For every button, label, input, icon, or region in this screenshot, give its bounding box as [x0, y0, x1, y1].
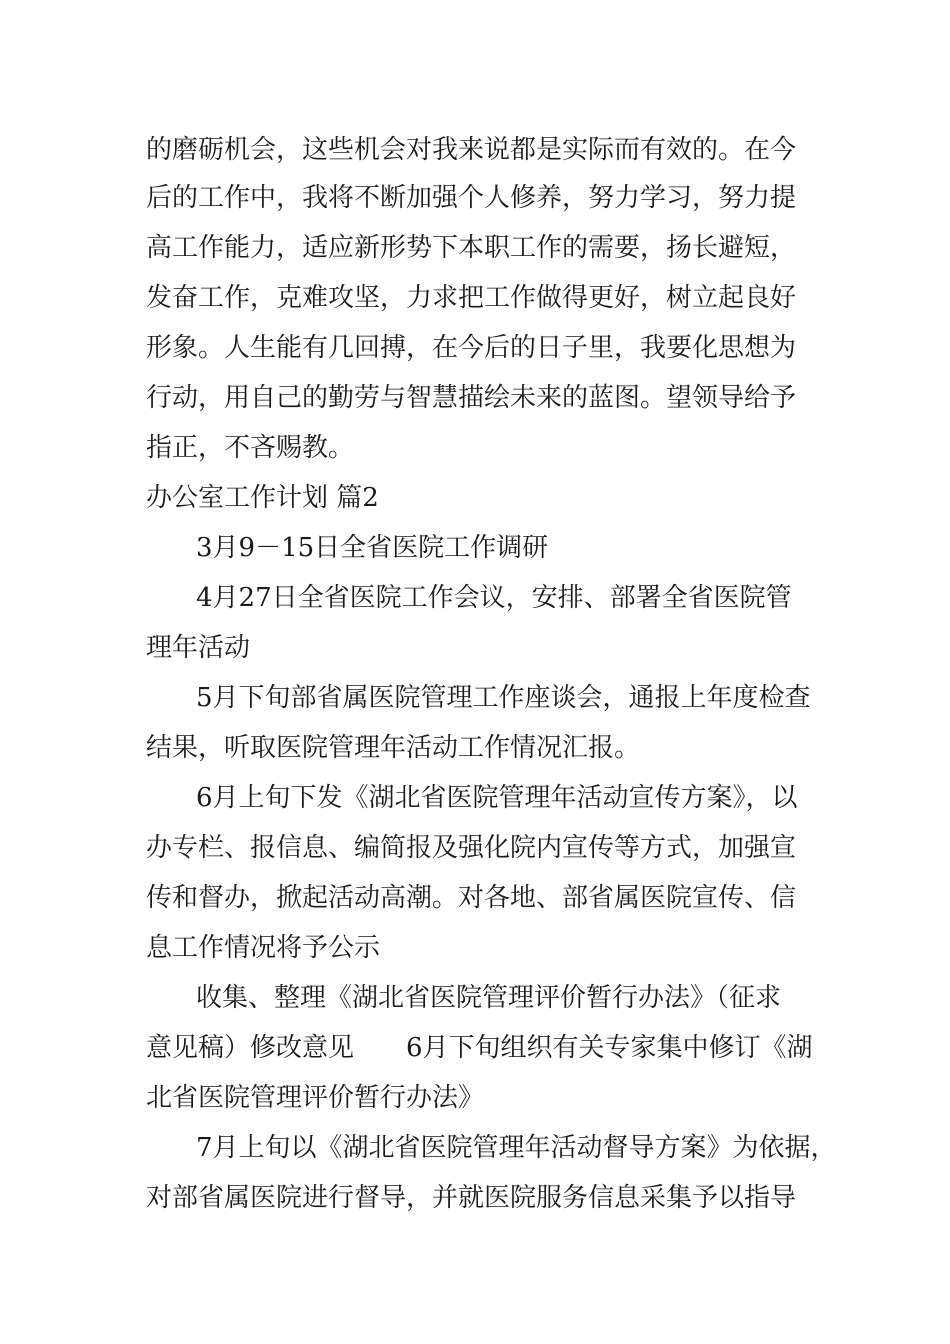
text-line: 北省医院管理评价暂行办法》 — [146, 1083, 485, 1113]
text-line: 6月上旬下发《湖北省医院管理年活动宣传方案》，以 — [196, 783, 798, 813]
text-line: 理年活动 — [146, 633, 251, 663]
text-line: 对部省属医院进行督导，并就医院服务信息采集予以指导 — [146, 1183, 797, 1213]
text-line: 行动，用自己的勤劳与智慧描绘未来的蓝图。望领导给予 — [146, 383, 797, 413]
text-line: 发奋工作，克难攻坚，力求把工作做得更好，树立起良好 — [146, 283, 797, 313]
text-line: 后的工作中，我将不断加强个人修养，努力学习，努力提 — [146, 183, 797, 213]
text-line: 4月27日全省医院工作会议，安排、部署全省医院管 — [196, 583, 792, 613]
text-line: 结果，听取医院管理年活动工作情况汇报。 — [146, 733, 641, 763]
text-line: 的磨砺机会，这些机会对我来说都是实际而有效的。在今 — [146, 135, 797, 165]
text-line: 7月上旬以《湖北省医院管理年活动督导方案》为依据， — [196, 1133, 837, 1163]
text-line: 3月9－15日全省医院工作调研 — [196, 533, 549, 563]
text-line: 形象。人生能有几回搏，在今后的日子里，我要化思想为 — [146, 333, 797, 363]
text-line: 意见稿）修改意见 6月下旬组织有关专家集中修订《湖 — [146, 1033, 813, 1063]
section-heading: 办公室工作计划 篇2 — [146, 483, 379, 513]
text-line: 传和督办，掀起活动高潮。对各地、部省属医院宣传、信 — [146, 883, 797, 913]
text-line: 高工作能力，适应新形势下本职工作的需要，扬长避短， — [146, 233, 797, 263]
text-line: 收集、整理《湖北省医院管理评价暂行办法》（征求 — [196, 983, 782, 1013]
text-line: 息工作情况将予公示 — [146, 933, 381, 963]
text-line: 指正，不吝赐教。 — [146, 433, 355, 463]
text-line: 5月下旬部省属医院管理工作座谈会，通报上年度检查 — [196, 683, 811, 713]
text-line: 办专栏、报信息、编简报及强化院内宣传等方式，加强宣 — [146, 833, 797, 863]
